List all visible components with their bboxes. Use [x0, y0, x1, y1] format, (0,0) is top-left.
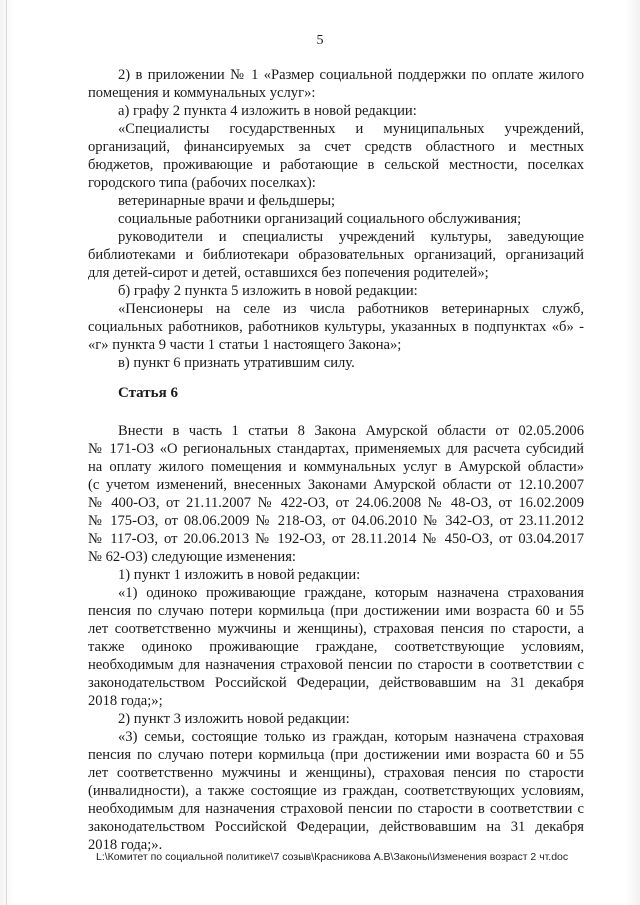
text-line: № 62-ОЗ) следующие изменения: — [88, 549, 296, 565]
text-line: на оплату жилого помещения и коммунальных услуг в Амурской области» — [88, 459, 584, 475]
text-line: помещения и коммунальных услуг»: — [88, 85, 316, 101]
text-line: пенсия по случаю потери кормильца (при достижении ими возраста 60 и 55 — [88, 603, 584, 619]
text-line: руководители и специалисты учреждений культуры, заведующие — [118, 229, 584, 245]
text-line: «Пенсионеры на селе из числа работников ветеринарных служб, — [118, 301, 584, 317]
text-line: законодательством Российской Федерации, действовавшим на 31 декабря — [88, 819, 584, 835]
text-line: для детей-сирот и детей, оставшихся без попечения родителей»; — [88, 265, 489, 281]
text-line: б) графу 2 пункта 5 изложить в новой редакции: — [118, 283, 418, 299]
scan-edge-line — [6, 0, 7, 905]
text-line: «Специалисты государственных и муниципальных учреждений, — [118, 121, 584, 137]
text-line: «г» пункта 9 части 1 статьи 1 настоящего Закона»; — [88, 337, 402, 353]
text-line: лет соответственно мужчины и женщины), страховая пенсия по старости — [88, 765, 584, 781]
text-line: ветеринарные врачи и фельдшеры; — [118, 193, 336, 209]
text-line: Внести в часть 1 статьи 8 Закона Амурской области от 02.05.2006 — [118, 423, 584, 439]
text-line: № 400-ОЗ, от 21.11.2007 № 422-ОЗ, от 24.06.2008 № 48-ОЗ, от 16.02.2009 — [88, 495, 584, 511]
text-line: (с учетом изменений, внесенных Законами Амурской области от 12.10.2007 — [88, 477, 584, 493]
text-line: необходимым для назначения страховой пенсии по старости в соответствии с — [88, 657, 584, 673]
text-line: в) пункт 6 признать утратившим силу. — [118, 355, 355, 371]
article-heading: Статья 6 — [118, 385, 178, 401]
text-line: 2018 года;»; — [88, 693, 163, 709]
text-line: бюджетов, проживающие и работающие в сельской местности, поселках — [88, 157, 584, 173]
text-line: 1) пункт 1 изложить в новой редакции: — [118, 567, 361, 583]
text-line: (инвалидности), а также состоящие из граждан, соответствующих условиям, — [88, 783, 584, 799]
text-line: «3) семьи, состоящие только из граждан, которым назначена страховая — [118, 729, 584, 745]
page-number: 5 — [316, 33, 324, 48]
text-line: № 171-ОЗ «О региональных стандартах, применяемых для расчета субсидий — [88, 441, 584, 457]
text-line: а) графу 2 пункта 4 изложить в новой редакции: — [118, 103, 417, 119]
text-line: «1) одиноко проживающие граждане, которым назначена страхования — [118, 585, 584, 601]
text-line: городского типа (рабочих поселках): — [88, 175, 316, 191]
text-line: № 117-ОЗ, от 20.06.2013 № 192-ОЗ, от 28.11.2014 № 450-ОЗ, от 03.04.2017 — [88, 531, 584, 547]
text-line: 2) в приложении № 1 «Размер социальной поддержки по оплате жилого — [118, 67, 584, 83]
text-line: 2) пункт 3 изложить новой редакции: — [118, 711, 350, 727]
text-line: № 175-ОЗ, от 08.06.2009 № 218-ОЗ, от 04.06.2010 № 342-ОЗ, от 23.11.2012 — [88, 513, 584, 529]
text-line: социальных работников, работников культуры, указанных в подпунктах «б» - — [88, 319, 584, 335]
text-line: библиотеками и библиотекари образовательных организаций, организаций — [88, 247, 584, 263]
text-line: организаций, финансируемых за счет средств областного и местных — [88, 139, 584, 155]
text-line: 2018 года;». — [88, 837, 163, 853]
text-line: законодательством Российской Федерации, действовавшим на 31 декабря — [88, 675, 584, 691]
text-line: также одиноко проживающие граждане, соответствующие условиям, — [88, 639, 584, 655]
text-line: пенсия по случаю потери кормильца (при достижении ими возраста 60 и 55 — [88, 747, 584, 763]
text-line: социальные работники организаций социального обслуживания; — [118, 211, 522, 227]
text-line: необходимым для назначения страховой пенсии по старости в соответствии с — [88, 801, 584, 817]
text-line: лет соответственно мужчины и женщины), страховая пенсия по старости, а — [88, 621, 584, 637]
file-path-footer: L:\Комитет по социальной политике\7 созыв\Красникова А.В\Законы\Изменения возраст 2 чт.doc — [96, 851, 569, 863]
